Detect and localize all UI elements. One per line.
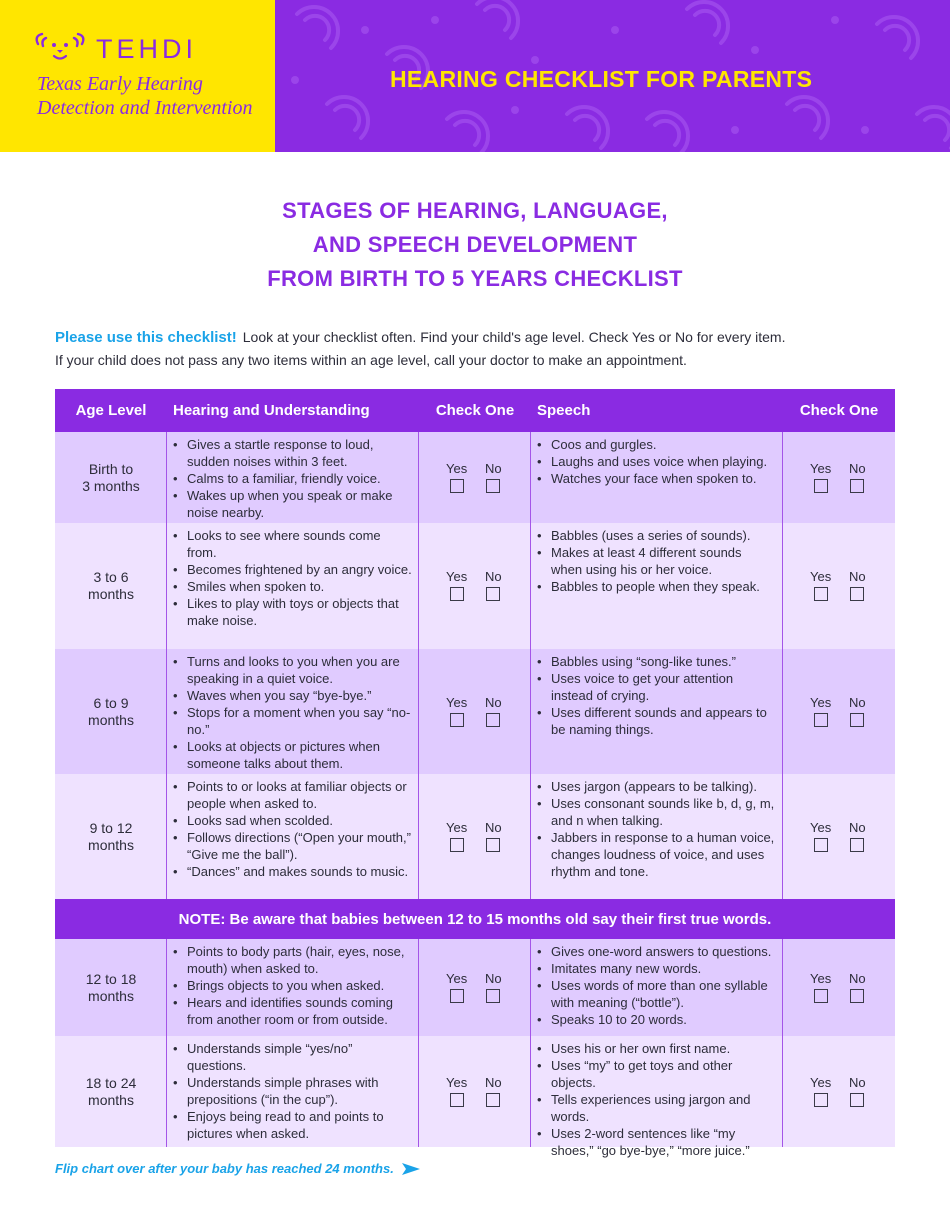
header-speech: Speech	[537, 402, 591, 419]
hearing-understanding-cell	[167, 649, 419, 774]
age-level-cell	[55, 939, 167, 1036]
list-item: • Understands simple “yes/no” questions.	[173, 1040, 412, 1074]
hearing-understanding-list	[167, 939, 418, 1030]
no-label: No	[485, 819, 502, 835]
no-checkbox[interactable]	[486, 1093, 500, 1107]
list-item: • Uses consonant sounds like b, d, g, m, and n when talking.	[537, 795, 776, 829]
yes-checkbox[interactable]	[814, 587, 828, 601]
list-item: • Jabbers in response to a human voice, changes loudness of voice, and uses rhythm and tone.	[537, 829, 776, 880]
page-title-line2: AND SPEECH DEVELOPMENT	[312, 232, 638, 257]
logo-wordmark: TEHDI	[96, 34, 197, 64]
no-checkbox[interactable]	[850, 479, 864, 493]
list-item: • Likes to play with toys or objects that make noise.	[173, 595, 412, 629]
instructions-text1: Look at your checklist often. Find your child's age level. Check Yes or No for every item.	[242, 329, 786, 345]
no-checkbox[interactable]	[486, 587, 500, 601]
hearing-check-cell	[419, 523, 531, 649]
age-level-cell	[55, 523, 167, 649]
footer-text: Flip chart over after your baby has reached 24 months.	[55, 1161, 394, 1176]
logo-panel	[0, 0, 275, 152]
banner-title: HEARING CHECKLIST FOR PARENTS	[390, 66, 813, 92]
title-banner	[275, 0, 950, 152]
age-level-line: months	[88, 1091, 134, 1108]
no-label: No	[485, 569, 502, 584]
footer-note	[55, 1161, 420, 1176]
list-item: • Stops for a moment when you say “no-no.”	[173, 704, 412, 738]
list-item: • Points to body parts (hair, eyes, nose, mouth) when asked to.	[173, 943, 412, 977]
speech-check-options	[783, 569, 895, 603]
hearing-check-options	[419, 820, 531, 854]
hearing-check-options	[419, 695, 531, 729]
yes-label: Yes	[810, 970, 832, 986]
list-item: • Follows directions (“Open your mouth,” “Give me the ball”).	[173, 829, 412, 863]
list-item: • Gives a startle response to loud, sudden noises within 3 feet.	[173, 436, 412, 470]
list-item: • Coos and gurgles.	[537, 436, 776, 453]
yes-checkbox[interactable]	[450, 989, 464, 1003]
yes-checkbox[interactable]	[814, 713, 828, 727]
age-level-line: 18 to 24	[85, 1074, 137, 1091]
age-level-line: months	[88, 836, 134, 853]
note-banner: NOTE: Be aware that babies between 12 to 15 months old say their first true words.	[55, 899, 895, 939]
yes-label: Yes	[810, 694, 832, 710]
yes-label: Yes	[446, 694, 468, 710]
header-check-one-speech: Check One	[799, 402, 879, 419]
age-level-cell	[55, 432, 167, 523]
list-item: • Uses his or her own first name.	[537, 1040, 776, 1057]
logo-tagline-line2: Detection and Intervention	[37, 97, 253, 119]
hearing-check-cell	[419, 774, 531, 899]
no-checkbox[interactable]	[850, 713, 864, 727]
table-row	[55, 523, 895, 649]
no-label: No	[485, 970, 502, 986]
no-label: No	[485, 694, 502, 710]
age-level-label	[55, 1075, 167, 1109]
list-item: • Calms to a familiar, friendly voice.	[173, 470, 412, 487]
checklist-table	[55, 389, 895, 1158]
hearing-understanding-cell	[167, 1036, 419, 1147]
page-title-line1: STAGES OF HEARING, LANGUAGE,	[282, 198, 668, 223]
speech-cell	[531, 649, 783, 774]
speech-check-options	[783, 820, 895, 854]
speech-cell	[531, 774, 783, 899]
age-level-line: Birth to	[88, 460, 134, 477]
speech-check-cell	[783, 939, 895, 1036]
hearing-check-cell	[419, 432, 531, 523]
no-checkbox[interactable]	[850, 587, 864, 601]
hearing-understanding-cell	[167, 432, 419, 523]
table-row	[55, 774, 895, 899]
speech-list	[531, 649, 782, 740]
no-label: No	[849, 970, 866, 986]
speech-cell	[531, 523, 783, 649]
yes-label: Yes	[446, 460, 468, 476]
age-level-label	[55, 695, 167, 729]
age-level-line: months	[88, 711, 134, 728]
yes-checkbox[interactable]	[450, 713, 464, 727]
hearing-understanding-list	[167, 649, 418, 774]
age-level-line: 6 to 9	[93, 694, 129, 711]
list-item: • Hears and identifies sounds coming from another room or from outside.	[173, 994, 412, 1028]
list-item: • Gives one-word answers to questions.	[537, 943, 776, 960]
list-item: • Imitates many new words.	[537, 960, 776, 977]
list-item: • Uses 2-word sentences like “my shoes,” “go bye-bye,” “more juice.”	[537, 1125, 776, 1159]
speech-check-cell	[783, 432, 895, 523]
instructions-text2: If your child does not pass any two items within an age level, call your doctor to make an appointment.	[55, 352, 687, 368]
age-level-cell	[55, 1036, 167, 1147]
hearing-understanding-list	[167, 1036, 418, 1144]
age-level-label	[55, 569, 167, 603]
hearing-check-options	[419, 569, 531, 603]
no-label: No	[849, 569, 866, 584]
instructions-lead: Please use this checklist!	[55, 329, 237, 346]
speech-list	[531, 774, 782, 882]
hearing-check-options	[419, 461, 531, 495]
age-level-line: months	[88, 586, 134, 602]
list-item: • Wakes up when you speak or make noise nearby.	[173, 487, 412, 521]
list-item: • Uses voice to get your attention instead of crying.	[537, 670, 776, 704]
yes-label: Yes	[810, 460, 832, 476]
hearing-check-cell	[419, 1036, 531, 1147]
age-level-cell	[55, 649, 167, 774]
table-body-after-note	[55, 939, 895, 1158]
list-item: • Enjoys being read to and points to pictures when asked.	[173, 1108, 412, 1142]
list-item: • Babbles using “song-like tunes.”	[537, 653, 776, 670]
no-checkbox[interactable]	[850, 838, 864, 852]
table-row	[55, 649, 895, 774]
yes-checkbox[interactable]	[450, 838, 464, 852]
page-title	[0, 194, 950, 296]
header-hearing: Hearing and Understanding	[173, 402, 370, 419]
hearing-check-options	[419, 1075, 531, 1109]
age-level-line: 3 months	[82, 477, 140, 494]
list-item: • Uses words of more than one syllable with meaning (“bottle”).	[537, 977, 776, 1011]
speech-cell	[531, 432, 783, 523]
logo-tagline-line1: Texas Early Hearing	[37, 73, 203, 95]
age-level-line: 9 to 12	[89, 819, 133, 836]
header	[0, 0, 950, 152]
list-item: • Babbles (uses a series of sounds).	[537, 527, 776, 544]
no-checkbox[interactable]	[486, 989, 500, 1003]
yes-checkbox[interactable]	[814, 989, 828, 1003]
yes-label: Yes	[810, 819, 832, 835]
list-item: • Makes at least 4 different sounds when using his or her voice.	[537, 544, 776, 578]
logo-tagline	[37, 72, 253, 120]
no-checkbox[interactable]	[850, 1093, 864, 1107]
instructions	[55, 326, 915, 371]
no-label: No	[849, 460, 866, 476]
no-label: No	[485, 1074, 502, 1090]
list-item: • Looks at objects or pictures when someone talks about them.	[173, 738, 412, 772]
yes-label: Yes	[446, 569, 468, 584]
age-level-label	[55, 971, 167, 1005]
speech-list	[531, 432, 782, 489]
yes-checkbox[interactable]	[450, 479, 464, 493]
speech-list	[531, 523, 782, 597]
list-item: • Tells experiences using jargon and words.	[537, 1091, 776, 1125]
list-item: • Looks to see where sounds come from.	[173, 527, 412, 561]
list-item: • Waves when you say “bye-bye.”	[173, 687, 412, 704]
yes-label: Yes	[446, 1074, 468, 1090]
hearing-check-cell	[419, 939, 531, 1036]
speech-check-cell	[783, 1036, 895, 1147]
list-item: • Turns and looks to you when you are speaking in a quiet voice.	[173, 653, 412, 687]
yes-label: Yes	[446, 970, 468, 986]
hearing-understanding-cell	[167, 523, 419, 649]
age-level-label	[55, 820, 167, 854]
list-item: • Uses jargon (appears to be talking).	[537, 778, 776, 795]
no-label: No	[849, 1074, 866, 1090]
no-label: No	[485, 460, 502, 476]
no-label: No	[849, 819, 866, 835]
no-checkbox[interactable]	[486, 838, 500, 852]
age-level-line: 3 to 6	[93, 569, 129, 585]
no-checkbox[interactable]	[850, 989, 864, 1003]
hearing-understanding-cell	[167, 939, 419, 1036]
list-item: • Smiles when spoken to.	[173, 578, 412, 595]
speech-cell	[531, 1036, 783, 1158]
table-row	[55, 432, 895, 523]
speech-check-options	[783, 695, 895, 729]
hearing-understanding-list	[167, 432, 418, 523]
list-item: • Brings objects to you when asked.	[173, 977, 412, 994]
table-body-before-note	[55, 432, 895, 899]
age-level-cell	[55, 774, 167, 899]
header-age-level: Age Level	[75, 402, 147, 419]
hearing-check-cell	[419, 649, 531, 774]
list-item: • Babbles to people when they speak.	[537, 578, 776, 595]
speech-check-options	[783, 1075, 895, 1109]
speech-list	[531, 939, 782, 1030]
speech-check-options	[783, 461, 895, 495]
age-level-line: 12 to 18	[85, 970, 137, 987]
instructions-line1	[55, 326, 915, 349]
yes-checkbox[interactable]	[814, 838, 828, 852]
page-title-line3: FROM BIRTH TO 5 YEARS CHECKLIST	[267, 266, 683, 291]
speech-check-cell	[783, 649, 895, 774]
dog-face-logo-icon	[32, 30, 88, 66]
no-label: No	[849, 694, 866, 710]
list-item: • Becomes frightened by an angry voice.	[173, 561, 412, 578]
yes-checkbox[interactable]	[814, 479, 828, 493]
yes-checkbox[interactable]	[450, 1093, 464, 1107]
list-item: • Understands simple phrases with prepositions (“in the cup”).	[173, 1074, 412, 1108]
hearing-understanding-list	[167, 523, 418, 631]
hearing-understanding-list	[167, 774, 418, 882]
header-check-one-hearing: Check One	[435, 402, 515, 419]
yes-checkbox[interactable]	[814, 1093, 828, 1107]
list-item: • Points to or looks at familiar objects or people when asked to.	[173, 778, 412, 812]
speech-check-cell	[783, 523, 895, 649]
list-item: • “Dances” and makes sounds to music.	[173, 863, 412, 880]
yes-checkbox[interactable]	[450, 587, 464, 601]
yes-label: Yes	[810, 1074, 832, 1090]
speech-check-cell	[783, 774, 895, 899]
table-header-row	[55, 389, 895, 432]
age-level-line: months	[88, 987, 134, 1004]
speech-cell	[531, 939, 783, 1036]
no-checkbox[interactable]	[486, 713, 500, 727]
yes-label: Yes	[810, 569, 832, 584]
list-item: • Uses different sounds and appears to be naming things.	[537, 704, 776, 738]
arrow-right-icon	[402, 1163, 420, 1175]
hearing-understanding-cell	[167, 774, 419, 899]
no-checkbox[interactable]	[486, 479, 500, 493]
hearing-check-options	[419, 971, 531, 1005]
list-item: • Speaks 10 to 20 words.	[537, 1011, 776, 1028]
table-row	[55, 1036, 895, 1158]
speech-list	[531, 1036, 782, 1161]
table-row	[55, 939, 895, 1036]
list-item: • Uses “my” to get toys and other objects.	[537, 1057, 776, 1091]
age-level-label	[55, 461, 167, 495]
list-item: • Laughs and uses voice when playing.	[537, 453, 776, 470]
list-item: • Watches your face when spoken to.	[537, 470, 776, 487]
list-item: • Looks sad when scolded.	[173, 812, 412, 829]
speech-check-options	[783, 971, 895, 1005]
yes-label: Yes	[446, 819, 468, 835]
